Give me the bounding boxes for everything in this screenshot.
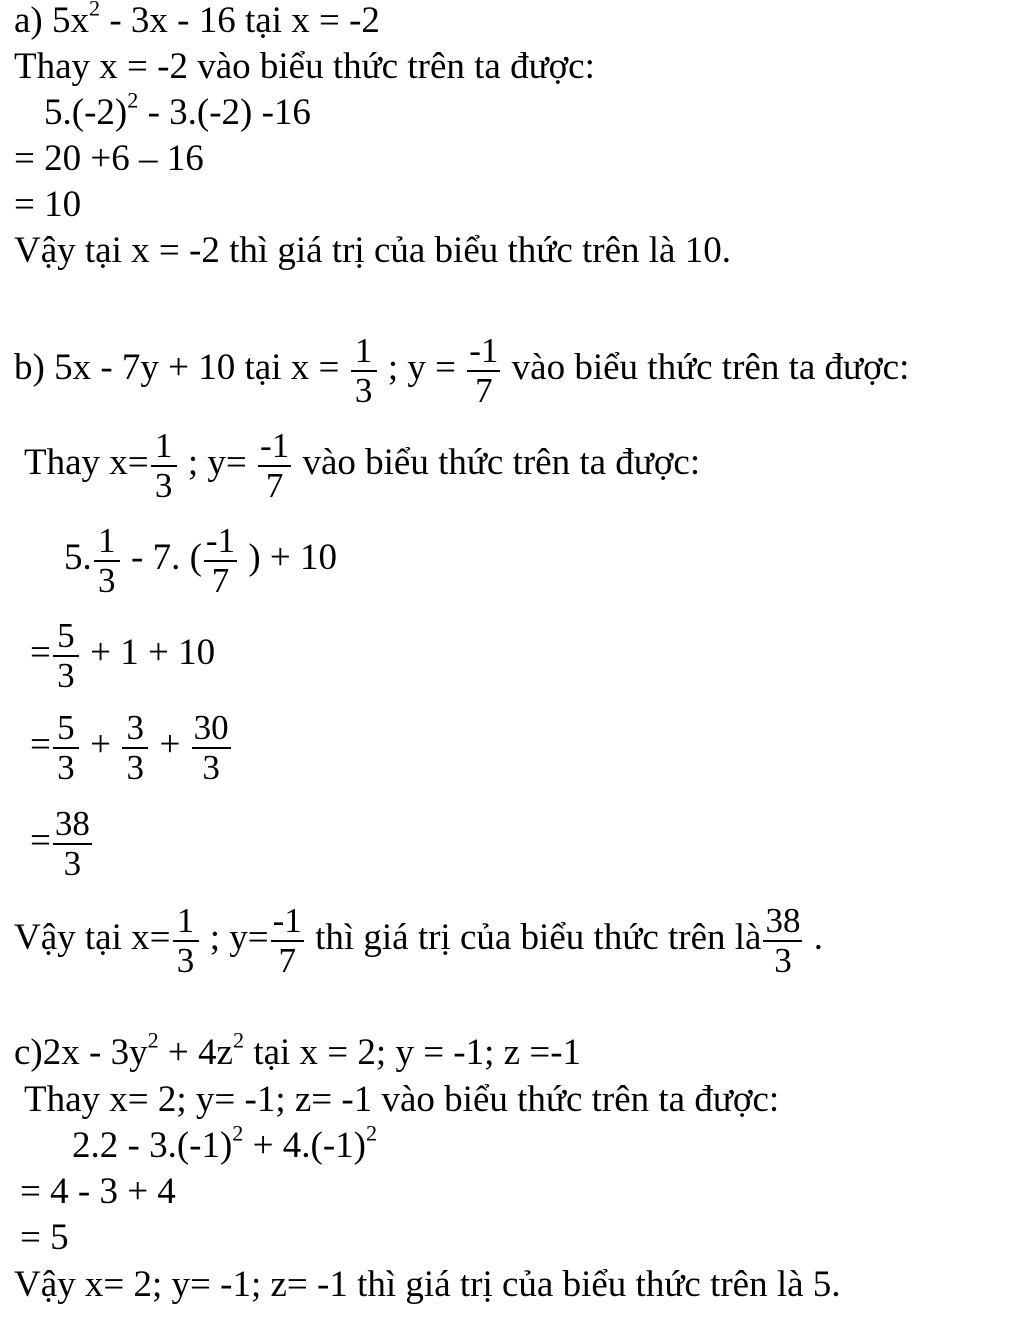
- fraction-5-3: [53, 615, 79, 695]
- numerator: 38: [54, 803, 90, 843]
- numerator: 1: [151, 428, 177, 467]
- text: vào biểu thức trên ta được:: [502, 347, 910, 388]
- text: =: [30, 820, 51, 861]
- exponent: 2: [232, 1027, 245, 1053]
- denominator: 7: [211, 560, 230, 600]
- fraction-30-3: [192, 707, 231, 787]
- part-c-expression: [72, 1120, 378, 1166]
- fraction-1-3: [351, 330, 377, 410]
- numerator: -1: [272, 900, 302, 940]
- text: + 1 + 10: [80, 632, 216, 673]
- part-b-problem: [14, 332, 909, 408]
- exponent: 2: [147, 1027, 159, 1053]
- part-c-step-1: = 4 - 3 + 4: [20, 1171, 176, 1212]
- fraction-minus1-7: [467, 330, 500, 410]
- text: - 7. (: [121, 537, 202, 578]
- denominator: 3: [774, 940, 792, 980]
- fraction-minus1-7: [204, 520, 237, 600]
- denominator: 7: [265, 465, 284, 505]
- denominator: 7: [475, 370, 493, 410]
- numerator: 5: [53, 618, 79, 657]
- text: + 4z: [158, 1032, 233, 1073]
- fraction-1-3: [173, 900, 199, 980]
- text: +: [150, 724, 190, 765]
- denominator: 3: [176, 940, 195, 980]
- text: =: [30, 724, 51, 765]
- part-c-step-2: = 5: [20, 1217, 69, 1258]
- numerator: 1: [173, 903, 199, 942]
- denominator: 3: [57, 747, 75, 787]
- part-a-step-2: = 10: [14, 184, 82, 225]
- exponent: 2: [89, 0, 101, 21]
- numerator: 1: [94, 523, 120, 562]
- text: tại x = 2; y = -1; z =-1: [244, 1032, 582, 1073]
- exponent: 2: [232, 1120, 244, 1146]
- part-b-step-1: [30, 617, 215, 693]
- fraction-minus1-7: [258, 425, 291, 505]
- part-a-step-1: = 20 +6 – 16: [14, 138, 204, 179]
- text: ; y=: [178, 442, 257, 483]
- exponent: 2: [127, 87, 139, 113]
- denominator: 3: [354, 370, 373, 410]
- numerator: -1: [469, 330, 499, 370]
- denominator: 3: [202, 747, 220, 787]
- text: 2.2 - 3.(-1): [72, 1125, 233, 1166]
- denominator: 3: [154, 465, 173, 505]
- text: - 3x - 16 tại x = -2: [100, 0, 380, 41]
- text: 5.(-2): [44, 92, 128, 133]
- denominator: 7: [278, 940, 296, 980]
- part-a-expression: [44, 87, 311, 133]
- text: ; y =: [378, 347, 466, 388]
- denominator: 3: [98, 560, 116, 600]
- exponent: 2: [365, 1120, 378, 1146]
- fraction-1-3: [151, 425, 177, 505]
- denominator: 3: [57, 655, 75, 695]
- fraction-minus1-7: [271, 900, 304, 980]
- text: .: [804, 917, 823, 958]
- part-a-conclusion: Vậy tại x = -2 thì giá trị của biểu thức trên là 10.: [14, 230, 731, 271]
- text: vào biểu thức trên ta được:: [293, 442, 701, 483]
- text: +: [80, 724, 121, 765]
- fraction-38-3: [53, 803, 92, 883]
- text: ; y=: [200, 917, 269, 958]
- text: =: [30, 632, 51, 673]
- fraction-38-3: [763, 900, 802, 980]
- part-a-substitute-line: Thay x = -2 vào biểu thức trên ta được:: [14, 46, 595, 87]
- numerator: 1: [351, 333, 377, 372]
- text: b) 5x - 7y + 10 tại x =: [14, 347, 349, 388]
- part-b-step-2: [30, 709, 233, 785]
- numerator: -1: [205, 520, 236, 560]
- text: - 3.(-2) -16: [138, 92, 311, 133]
- text: Thay x=: [24, 442, 149, 483]
- text: + 4.(-1): [243, 1125, 366, 1166]
- part-b-step-3: [30, 805, 94, 881]
- numerator: 5: [53, 710, 79, 749]
- denominator: 3: [126, 747, 144, 787]
- part-c-conclusion: Vậy x= 2; y= -1; z= -1 thì giá trị của biểu thức trên là 5.: [14, 1264, 841, 1305]
- denominator: 3: [63, 843, 82, 883]
- numerator: 3: [122, 710, 148, 749]
- part-b-substitute-line: [24, 427, 700, 503]
- part-c-substitute-line: Thay x= 2; y= -1; z= -1 vào biểu thức trên ta được:: [24, 1079, 780, 1120]
- fraction-3-3: [122, 707, 148, 787]
- part-b-conclusion: [14, 902, 823, 978]
- part-c-problem: [14, 1027, 582, 1073]
- numerator: 38: [765, 900, 801, 940]
- text: Vậy tại x=: [14, 917, 171, 958]
- text: 5.: [64, 537, 92, 578]
- numerator: -1: [260, 425, 290, 465]
- text: thì giá trị của biểu thức trên là: [305, 917, 762, 958]
- text: ) + 10: [239, 537, 338, 578]
- text: a) 5x: [14, 0, 89, 41]
- numerator: 30: [193, 707, 229, 747]
- part-a-problem: [14, 2, 380, 39]
- fraction-5-3: [53, 707, 79, 787]
- text: c)2x - 3y: [14, 1032, 148, 1073]
- fraction-1-3: [94, 520, 120, 600]
- part-b-expression: [64, 522, 337, 598]
